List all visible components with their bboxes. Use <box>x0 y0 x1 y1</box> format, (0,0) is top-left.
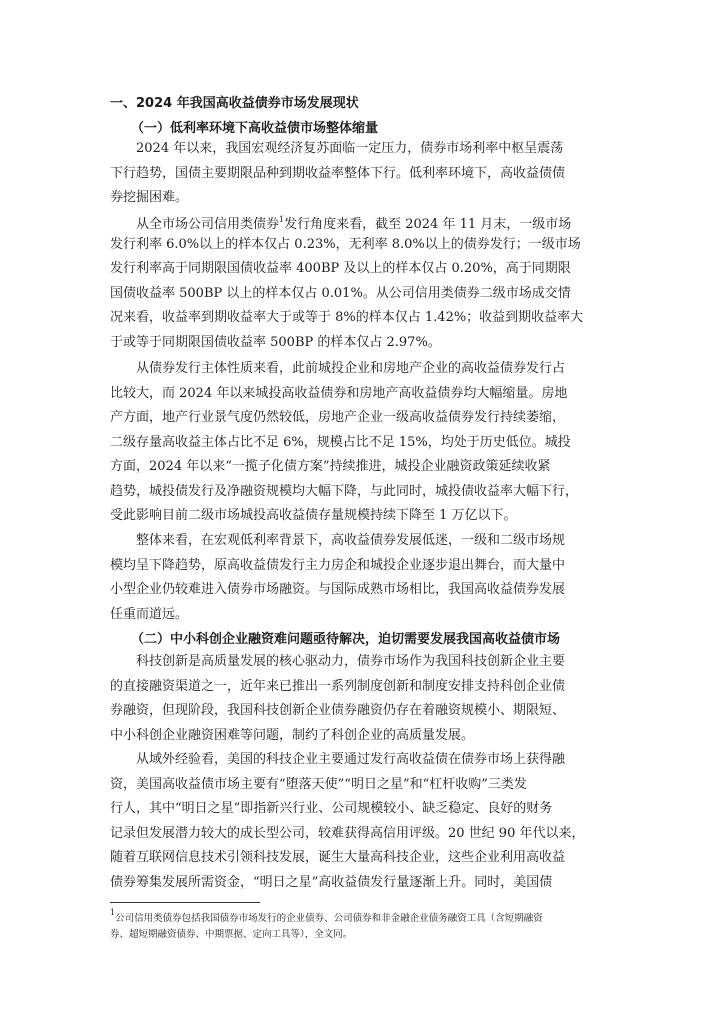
section-1-paragraph-3 <box>110 357 616 529</box>
text-line: 二级存量高收益主体占比不足 6%，规模占比不足 15%，均处于历史低位。城投 <box>110 434 571 450</box>
text-line <box>110 208 616 233</box>
text-line: 的直接融资渠道之一，近年来已推出一系列制度创新和制度安排支持科创企业债 <box>110 678 566 694</box>
text-line: 小型企业仍较难进入债券市场融资。与国际成熟市场相比，我国高收益债券发展 <box>110 582 566 597</box>
text-line: 趋势，城投债发行及净融资规模均大幅下降，与此同时，城投债收益率大幅下行， <box>110 483 579 499</box>
text-line: 从域外经验看，美国的科技企业主要通过发行高收益债在债券市场上获得融 <box>110 752 566 767</box>
section-2-paragraph-2 <box>110 748 616 895</box>
footnote-line <box>110 905 620 927</box>
text-line: 科技创新是高质量发展的核心驱动力，债券市场作为我国科技创新企业主要 <box>110 654 566 669</box>
section-2-paragraph-1 <box>110 650 616 748</box>
text-line: 2024 年以来，我国宏观经济复苏面临一定压力，债券市场利率中枢呈震荡 <box>110 141 564 156</box>
footnote-divider <box>110 902 260 903</box>
section-2-heading: （二）中小科创企业融资难问题亟待解决，迫切需要发展我国高收益债市场 <box>131 632 561 647</box>
text-line: 券挖掘困难。 <box>110 190 189 205</box>
section-1-heading: （一）低利率环境下高收益债市场整体缩量 <box>131 121 379 136</box>
text-line: 从债券发行主体性质来看，此前城投企业和房地产企业的高收益债券发行占 <box>110 361 566 376</box>
text-segment: 从全市场公司信用类债券 <box>110 217 280 232</box>
footnote-line: 券、超短期融资债券、中期票据、定向工具等），全文同。 <box>110 929 353 940</box>
text-line: 况来看，收益率到期收益率大于或等于 8%的样本仅占 1.42%；收益到期收益率大 <box>110 310 584 325</box>
text-line: 资，美国高收益债市场主要有“堕落天使”“明日之星”和“杠杆收购”三类发 <box>110 776 527 792</box>
text-line: 模均呈下降趋势，原高收益债发行主力房企和城投企业逐步退出舞台，而大量中 <box>110 557 566 573</box>
footnote <box>110 905 620 943</box>
text-line: 于或等于同期限国债收益率 500BP 的样本仅占 2.97%。 <box>110 334 441 350</box>
section-1-paragraph-1 <box>110 137 616 211</box>
text-line: 随着互联网信息技术引领科技发展，诞生大量高科技企业，这些企业利用高收益 <box>110 850 566 865</box>
text-line: 国债收益率 500BP 以上的样本仅占 0.01%。从公司信用类债券二级市场成交情 <box>110 285 571 301</box>
text-line: 下行趋势，国债主要期限品种到期收益率整体下行。低利率环境下，高收益债债 <box>110 165 566 181</box>
text-line: 任重而道远。 <box>110 606 189 622</box>
footnote-marker: 1 <box>279 215 285 224</box>
text-line: 产方面，地产行业景气度仍然较低，房地产企业一级高收益债券发行持续萎缩， <box>110 410 566 425</box>
chapter-heading: 一、2024 年我国高收益债券市场发展现状 <box>110 96 359 111</box>
footnote-marker: 1 <box>110 908 116 917</box>
text-line: 发行利率高于同期限国债收益率 400BP 及以上的样本仅占 0.20%，高于同期限 <box>110 261 571 276</box>
text-line: 行人，其中“明日之星”即指新兴行业、公司规模较小、缺乏稳定、良好的财务 <box>110 801 553 816</box>
text-line: 比较大，而 2024 年以来城投高收益债券和房地产高收益债券均大幅缩量。房地 <box>110 385 568 401</box>
text-segment: 发行角度来看，截至 2024 年 11 月末，一级市场 <box>284 217 572 232</box>
footnote-text: 公司信用类债券包括我国债券市场发行的企业债券、公司债券和非金融企业债务融资工具（含短期融资 <box>115 913 543 924</box>
text-line: 发行利率 6.0%以上的样本仅占 0.23%，无利率 8.0%以上的债券发行；一级市场 <box>110 236 581 252</box>
text-line: 记录但发展潜力较大的成长型公司，较难获得高信用评级。20 世纪 90 年代以来， <box>110 825 585 841</box>
text-line: 券融资，但现阶段，我国科技创新企业债券融资仍存在着融资规模小、期限短、 <box>110 703 566 718</box>
text-line: 受此影响目前二级市场城投高收益债存量规模持续下降至 1 万亿以下。 <box>110 508 517 523</box>
text-line: 债券筹集发展所需资金，“明日之星”高收益债发行量逐渐上升。同时，美国债 <box>110 874 553 890</box>
section-1-paragraph-2 <box>110 208 616 355</box>
text-line: 方面，2024 年以来“一揽子化债方案”持续推进，城投企业融资政策延续收紧 <box>110 459 551 474</box>
section-1-paragraph-4 <box>110 529 616 627</box>
text-line: 中小科创企业融资困难等问题，制约了科创企业的高质量发展。 <box>110 727 475 743</box>
text-line: 整体来看，在宏观低利率背景下，高收益债券发展低迷，一级和二级市场规 <box>110 533 566 548</box>
